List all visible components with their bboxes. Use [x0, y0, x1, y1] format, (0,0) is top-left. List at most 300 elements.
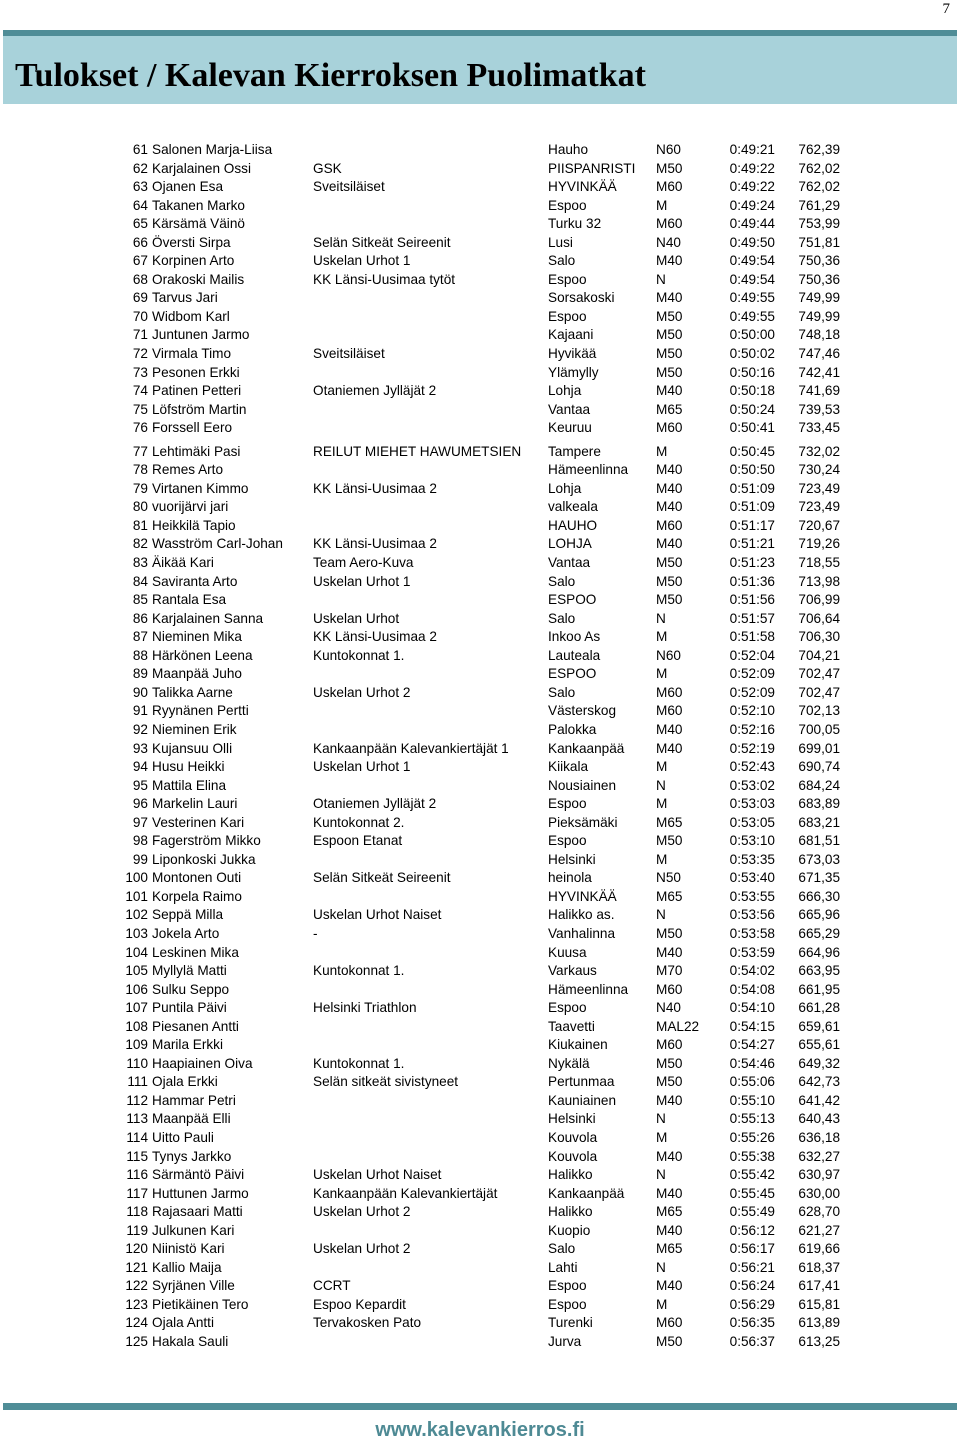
result-row [0, 944, 960, 963]
cell-time: 0:53:10 [729, 833, 775, 849]
cell-class: N [656, 1259, 666, 1275]
cell-name: Kärsämä Väinö [152, 216, 245, 232]
cell-rank: 108 [125, 1018, 148, 1034]
cell-rank: 99 [132, 851, 148, 867]
cell-club: Uskelan Urhot 2 [313, 684, 411, 700]
cell-city: Lauteala [548, 647, 601, 663]
cell-time: 0:54:27 [729, 1037, 775, 1053]
cell-points: 684,24 [798, 777, 840, 793]
cell-name: Liponkoski Jukka [152, 851, 256, 867]
cell-city: Taavetti [548, 1018, 595, 1034]
cell-club: Kankaanpään Kalevankiertäjät [313, 1185, 498, 1201]
cell-club: Tervakosken Pato [313, 1315, 422, 1331]
cell-time: 0:53:03 [729, 796, 775, 812]
cell-points: 750,36 [798, 271, 840, 287]
cell-class: M40 [656, 721, 683, 737]
result-row [0, 1055, 960, 1074]
cell-city: HYVINKÄÄ [548, 888, 617, 904]
cell-name: Pietikäinen Tero [152, 1296, 249, 1312]
cell-city: HAUHO [548, 517, 598, 533]
result-row [0, 1129, 960, 1148]
cell-class: M65 [656, 888, 683, 904]
cell-time: 0:49:22 [729, 160, 775, 176]
cell-points: 655,61 [798, 1037, 840, 1053]
cell-city: Espoo [548, 197, 587, 213]
result-row [0, 443, 960, 462]
cell-city: Espoo [548, 833, 587, 849]
cell-name: Lehtimäki Pasi [152, 443, 241, 459]
result-row [0, 814, 960, 833]
cell-name: Niinistö Kari [152, 1241, 225, 1257]
result-row [0, 925, 960, 944]
cell-rank: 68 [132, 271, 148, 287]
cell-time: 0:49:24 [729, 197, 775, 213]
cell-name: Heikkilä Tapio [152, 517, 236, 533]
cell-time: 0:49:50 [729, 234, 775, 250]
result-row [0, 271, 960, 290]
result-row [0, 1185, 960, 1204]
cell-city: Västerskog [548, 703, 617, 719]
cell-name: Virtanen Kimmo [152, 480, 249, 496]
cell-class: M60 [656, 703, 683, 719]
cell-city: Helsinki [548, 851, 596, 867]
cell-class: M40 [656, 740, 683, 756]
cell-rank: 84 [132, 573, 148, 589]
cell-club: Kankaanpään Kalevankiertäjät 1 [313, 740, 509, 756]
cell-name: Tynys Jarkko [152, 1148, 232, 1164]
footer-divider [3, 1403, 957, 1410]
cell-name: Saviranta Arto [152, 573, 238, 589]
cell-time: 0:52:10 [729, 703, 775, 719]
cell-time: 0:56:35 [729, 1315, 775, 1331]
result-row [0, 289, 960, 308]
cell-city: Kauniainen [548, 1092, 617, 1108]
result-row [0, 160, 960, 179]
cell-name: Vesterinen Kari [152, 814, 245, 830]
cell-city: Keuruu [548, 420, 592, 436]
result-row [0, 141, 960, 160]
cell-city: Kouvola [548, 1129, 598, 1145]
cell-class: N [656, 271, 666, 287]
cell-rank: 93 [132, 740, 148, 756]
cell-time: 0:56:29 [729, 1296, 775, 1312]
result-row [0, 740, 960, 759]
cell-time: 0:53:02 [729, 777, 775, 793]
result-row [0, 647, 960, 666]
cell-name: Piesanen Antti [152, 1018, 239, 1034]
cell-rank: 124 [125, 1315, 148, 1331]
cell-city: Salo [548, 610, 576, 626]
cell-time: 0:51:56 [729, 592, 775, 608]
cell-time: 0:50:45 [729, 443, 775, 459]
cell-city: Halikko [548, 1204, 593, 1220]
result-row [0, 1259, 960, 1278]
cell-points: 723,49 [798, 499, 840, 515]
cell-city: Salo [548, 1241, 576, 1257]
cell-city: Kiikala [548, 759, 589, 775]
cell-city: Vantaa [548, 401, 591, 417]
cell-time: 0:50:02 [729, 346, 775, 362]
cell-time: 0:56:21 [729, 1259, 775, 1275]
cell-rank: 63 [132, 179, 148, 195]
cell-time: 0:54:08 [729, 981, 775, 997]
cell-rank: 96 [132, 796, 148, 812]
cell-club: Espoon Etanat [313, 833, 403, 849]
cell-rank: 106 [125, 981, 148, 997]
cell-points: 761,29 [798, 197, 840, 213]
cell-rank: 92 [132, 721, 148, 737]
cell-points: 753,99 [798, 216, 840, 232]
result-row [0, 888, 960, 907]
cell-club: Helsinki Triathlon [313, 1000, 417, 1016]
cell-city: Pertunmaa [548, 1074, 615, 1090]
cell-points: 665,96 [798, 907, 840, 923]
cell-club: Uskelan Urhot 1 [313, 253, 411, 269]
cell-city: ESPOO [548, 666, 597, 682]
cell-class: N [656, 907, 666, 923]
cell-rank: 80 [132, 499, 148, 515]
cell-class: M60 [656, 517, 683, 533]
cell-name: Kujansuu Olli [152, 740, 233, 756]
cell-club: KK Länsi-Uusimaa tytöt [313, 271, 456, 287]
cell-class: M65 [656, 1204, 683, 1220]
cell-name: Löfström Martin [152, 401, 247, 417]
result-row [0, 1092, 960, 1111]
cell-points: 666,30 [798, 888, 840, 904]
cell-class: M40 [656, 480, 683, 496]
cell-class: M40 [656, 1278, 683, 1294]
cell-time: 0:56:12 [729, 1222, 775, 1238]
cell-points: 661,95 [798, 981, 840, 997]
cell-time: 0:51:58 [729, 629, 775, 645]
cell-rank: 71 [132, 327, 148, 343]
result-row [0, 1240, 960, 1259]
cell-city: Kankaanpää [548, 740, 625, 756]
cell-time: 0:53:59 [729, 944, 775, 960]
cell-points: 749,99 [798, 290, 840, 306]
result-row [0, 197, 960, 216]
cell-name: Rajasaari Matti [152, 1204, 243, 1220]
cell-time: 0:56:37 [729, 1334, 775, 1349]
cell-time: 0:49:55 [729, 308, 775, 324]
cell-rank: 61 [132, 142, 148, 157]
cell-name: Huttunen Jarmo [152, 1185, 249, 1201]
cell-city: Kuusa [548, 944, 587, 960]
cell-points: 741,69 [798, 383, 840, 399]
cell-points: 699,01 [798, 740, 840, 756]
cell-rank: 70 [132, 308, 148, 324]
cell-points: 630,00 [798, 1185, 840, 1201]
cell-class: M70 [656, 963, 683, 979]
cell-class: M40 [656, 1222, 683, 1238]
cell-name: Markelin Lauri [152, 796, 238, 812]
cell-rank: 101 [125, 888, 148, 904]
cell-class: M [656, 796, 668, 812]
result-row [0, 573, 960, 592]
cell-city: Kuopio [548, 1222, 591, 1238]
result-row [0, 981, 960, 1000]
cell-city: Vanhalinna [548, 925, 616, 941]
cell-class: M60 [656, 981, 683, 997]
result-row [0, 795, 960, 814]
cell-points: 751,81 [798, 234, 840, 250]
cell-time: 0:50:41 [729, 420, 775, 436]
cell-rank: 75 [132, 401, 148, 417]
cell-club: KK Länsi-Uusimaa 2 [313, 629, 437, 645]
cell-points: 723,49 [798, 480, 840, 496]
cell-name: Ojanen Esa [152, 179, 224, 195]
cell-points: 641,42 [798, 1092, 840, 1108]
cell-time: 0:51:21 [729, 536, 775, 552]
cell-points: 617,41 [798, 1278, 840, 1294]
result-row [0, 461, 960, 480]
page-title: Tulokset / Kalevan Kierroksen Puolimatkat [15, 57, 646, 94]
cell-class: M50 [656, 1334, 683, 1349]
cell-rank: 122 [125, 1278, 148, 1294]
cell-name: Sulku Seppo [152, 981, 230, 997]
cell-rank: 94 [132, 759, 148, 775]
cell-points: 762,39 [798, 142, 840, 157]
cell-rank: 95 [132, 777, 148, 793]
cell-time: 0:49:44 [729, 216, 775, 232]
cell-name: Maanpää Elli [152, 1111, 231, 1127]
result-row [0, 1277, 960, 1296]
cell-city: Inkoo As [548, 629, 601, 645]
cell-points: 673,03 [798, 851, 840, 867]
cell-time: 0:51:23 [729, 555, 775, 571]
result-row [0, 1166, 960, 1185]
cell-time: 0:54:15 [729, 1018, 775, 1034]
cell-city: Espoo [548, 271, 587, 287]
cell-city: Espoo [548, 1000, 587, 1016]
cell-time: 0:52:43 [729, 759, 775, 775]
cell-name: Talikka Aarne [152, 684, 233, 700]
cell-city: Salo [548, 573, 576, 589]
cell-city: Hauho [548, 142, 589, 157]
cell-points: 706,30 [798, 629, 840, 645]
cell-city: Vantaa [548, 555, 591, 571]
cell-points: 683,21 [798, 814, 840, 830]
cell-time: 0:49:54 [729, 271, 775, 287]
cell-name: Marila Erkki [152, 1037, 223, 1053]
result-row [0, 628, 960, 647]
cell-name: Orakoski Mailis [152, 271, 245, 287]
cell-club: Sveitsiläiset [313, 179, 385, 195]
cell-rank: 98 [132, 833, 148, 849]
title-band [3, 30, 957, 104]
cell-city: Hämeenlinna [548, 462, 629, 478]
results-table [0, 141, 960, 1352]
cell-name: vuorijärvi jari [152, 499, 229, 515]
result-row [0, 554, 960, 573]
cell-name: Takanen Marko [152, 197, 245, 213]
cell-class: M65 [656, 814, 683, 830]
cell-club: Uskelan Urhot 1 [313, 759, 411, 775]
cell-points: 681,51 [798, 833, 840, 849]
cell-time: 0:51:17 [729, 517, 775, 533]
cell-class: N50 [656, 870, 681, 886]
result-row [0, 1222, 960, 1241]
cell-club: Otaniemen Jylläjät 2 [313, 796, 437, 812]
cell-time: 0:50:50 [729, 462, 775, 478]
cell-name: Översti Sirpa [152, 234, 231, 250]
cell-name: Mattila Elina [152, 777, 227, 793]
cell-rank: 111 [127, 1074, 148, 1090]
cell-time: 0:52:19 [729, 740, 775, 756]
cell-class: M60 [656, 684, 683, 700]
cell-class: M40 [656, 499, 683, 515]
result-row [0, 364, 960, 383]
cell-class: M40 [656, 1148, 683, 1164]
cell-points: 613,89 [798, 1315, 840, 1331]
cell-rank: 78 [132, 462, 148, 478]
cell-city: Lohja [548, 480, 582, 496]
cell-time: 0:55:06 [729, 1074, 775, 1090]
cell-city: valkeala [548, 499, 598, 515]
cell-points: 762,02 [798, 179, 840, 195]
cell-name: Äikää Kari [152, 555, 214, 571]
cell-city: Pieksämäki [548, 814, 618, 830]
cell-points: 739,53 [798, 401, 840, 417]
cell-club: Uskelan Urhot 2 [313, 1204, 411, 1220]
result-row [0, 1148, 960, 1167]
cell-points: 649,32 [798, 1055, 840, 1071]
cell-city: LOHJA [548, 536, 592, 552]
cell-name: Leskinen Mika [152, 944, 239, 960]
cell-rank: 91 [132, 703, 148, 719]
cell-club: Kuntokonnat 1. [313, 647, 405, 663]
cell-club: Kuntokonnat 1. [313, 963, 405, 979]
cell-rank: 107 [125, 1000, 148, 1016]
cell-city: Espoo [548, 796, 587, 812]
result-row [0, 308, 960, 327]
cell-name: Hakala Sauli [152, 1334, 229, 1349]
cell-city: Hyvikää [548, 346, 597, 362]
cell-city: Halikko [548, 1167, 593, 1183]
cell-city: PIISPANRISTI [548, 160, 636, 176]
cell-class: MAL22 [656, 1018, 700, 1034]
cell-class: M [656, 851, 668, 867]
cell-class: M50 [656, 327, 683, 343]
cell-points: 732,02 [798, 443, 840, 459]
cell-points: 700,05 [798, 721, 840, 737]
cell-time: 0:49:55 [729, 290, 775, 306]
cell-class: M50 [656, 364, 683, 380]
cell-rank: 79 [132, 480, 148, 496]
cell-name: Jokela Arto [152, 925, 220, 941]
cell-name: Forssell Eero [152, 420, 233, 436]
cell-city: Ylämylly [548, 364, 599, 380]
cell-name: Remes Arto [152, 462, 224, 478]
cell-rank: 97 [132, 814, 148, 830]
cell-time: 0:55:45 [729, 1185, 775, 1201]
cell-time: 0:53:56 [729, 907, 775, 923]
cell-club: Team Aero-Kuva [313, 555, 414, 571]
cell-class: M65 [656, 1241, 683, 1257]
cell-rank: 113 [126, 1111, 148, 1127]
cell-points: 628,70 [798, 1204, 840, 1220]
cell-points: 706,99 [798, 592, 840, 608]
cell-time: 0:56:24 [729, 1278, 775, 1294]
cell-rank: 115 [126, 1148, 148, 1164]
cell-points: 663,95 [798, 963, 840, 979]
cell-time: 0:49:22 [729, 179, 775, 195]
result-row [0, 535, 960, 554]
cell-class: N60 [656, 647, 681, 663]
cell-name: Wasström Carl-Johan [152, 536, 283, 552]
cell-class: M40 [656, 1092, 683, 1108]
cell-name: Pesonen Erkki [152, 364, 240, 380]
cell-points: 747,46 [798, 346, 840, 362]
cell-class: M [656, 197, 668, 213]
cell-city: ESPOO [548, 592, 597, 608]
cell-name: Seppä Milla [152, 907, 224, 923]
cell-city: heinola [548, 870, 592, 886]
cell-name: Hammar Petri [152, 1092, 236, 1108]
cell-city: Lohja [548, 383, 582, 399]
cell-points: 749,99 [798, 308, 840, 324]
cell-name: Rantala Esa [152, 592, 227, 608]
cell-name: Särmäntö Päivi [152, 1167, 245, 1183]
cell-time: 0:55:38 [729, 1148, 775, 1164]
cell-time: 0:52:04 [729, 647, 775, 663]
cell-rank: 120 [125, 1241, 148, 1257]
cell-rank: 66 [132, 234, 148, 250]
cell-time: 0:49:21 [729, 142, 775, 157]
cell-name: Virmala Timo [152, 346, 232, 362]
result-row [0, 382, 960, 401]
cell-class: M65 [656, 401, 683, 417]
cell-points: 619,66 [798, 1241, 840, 1257]
result-row [0, 215, 960, 234]
cell-club: Sveitsiläiset [313, 346, 385, 362]
cell-time: 0:50:18 [729, 383, 775, 399]
cell-city: Varkaus [548, 963, 597, 979]
result-row [0, 480, 960, 499]
cell-name: Widbom Karl [152, 308, 230, 324]
cell-name: Patinen Petteri [152, 383, 242, 399]
cell-time: 0:54:46 [729, 1055, 775, 1071]
cell-points: 702,13 [798, 703, 840, 719]
cell-rank: 76 [132, 420, 148, 436]
cell-city: Salo [548, 253, 576, 269]
cell-city: Espoo [548, 1278, 587, 1294]
cell-rank: 87 [132, 629, 148, 645]
cell-class: N40 [656, 234, 681, 250]
cell-rank: 86 [132, 610, 148, 626]
cell-class: M40 [656, 462, 683, 478]
cell-name: Uitto Pauli [152, 1129, 214, 1145]
cell-city: Salo [548, 684, 576, 700]
cell-points: 718,55 [798, 555, 840, 571]
cell-points: 671,35 [798, 870, 840, 886]
result-row [0, 1110, 960, 1129]
cell-class: N [656, 1167, 666, 1183]
cell-name: Maanpää Juho [152, 666, 242, 682]
cell-points: 704,21 [798, 647, 840, 663]
cell-class: M [656, 1296, 668, 1312]
cell-name: Nieminen Erik [152, 721, 237, 737]
cell-club: Uskelan Urhot 1 [313, 573, 411, 589]
cell-class: M50 [656, 160, 683, 176]
result-row [0, 252, 960, 271]
cell-class: M40 [656, 536, 683, 552]
cell-class: N40 [656, 1000, 681, 1016]
cell-club: Kuntokonnat 2. [313, 814, 405, 830]
cell-city: Espoo [548, 308, 587, 324]
cell-rank: 77 [132, 443, 148, 459]
cell-rank: 119 [126, 1222, 148, 1238]
